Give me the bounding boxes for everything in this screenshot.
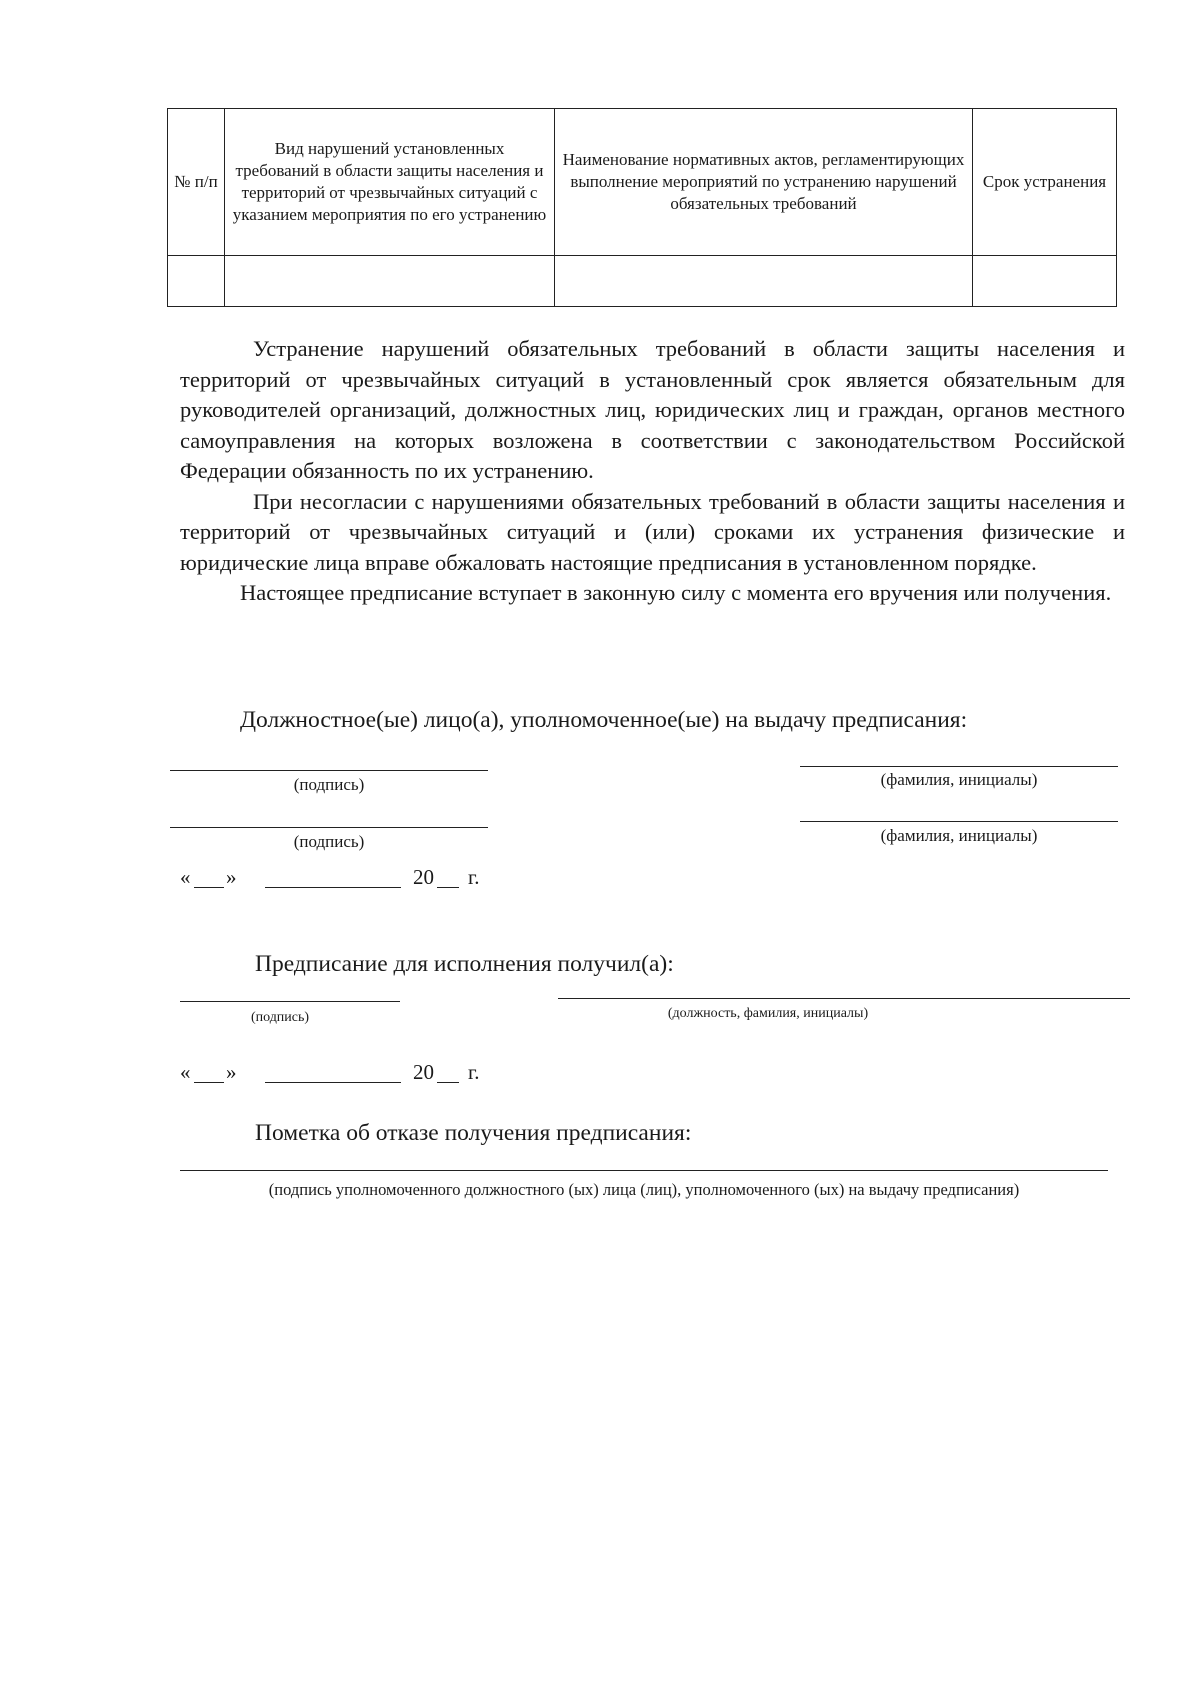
officials-heading: Должностное(ые) лицо(а), уполномоченное(ые) на выдачу предписания: <box>240 707 968 733</box>
signature-caption-2: (подпись) <box>293 832 365 851</box>
date-close-quote: » <box>226 865 237 889</box>
day-field[interactable] <box>194 865 224 888</box>
recipient-signature-caption: (подпись) <box>250 1010 310 1025</box>
date-open-quote: « <box>180 865 191 889</box>
signature-caption-1: (подпись) <box>293 775 365 794</box>
date-close-quote: » <box>226 1060 237 1084</box>
month-field[interactable] <box>265 1060 401 1083</box>
year-suffix: г. <box>468 865 480 889</box>
table-cell <box>555 256 973 307</box>
issue-date <box>180 865 500 895</box>
name-line-1[interactable] <box>800 766 1118 767</box>
table-header-row <box>168 109 1117 256</box>
table-cell <box>973 256 1117 307</box>
name-caption-1: (фамилия, инициалы) <box>880 770 1038 789</box>
year-prefix: 20 <box>413 865 434 889</box>
year-field[interactable] <box>437 1060 459 1083</box>
refusal-heading: Пометка об отказе получения предписания: <box>255 1120 692 1146</box>
year-prefix: 20 <box>413 1060 434 1084</box>
header-deadline: Срок устранения <box>973 109 1117 256</box>
name-line-2[interactable] <box>800 821 1118 822</box>
signature-line-2[interactable] <box>170 827 488 828</box>
received-heading: Предписание для исполнения получил(а): <box>255 951 674 977</box>
date-open-quote: « <box>180 1060 191 1084</box>
header-violation-type: Вид нарушений установленных требований в области защиты населения и территорий от чрезвычайных ситуаций с указанием мероприятия по его устранению <box>225 109 555 256</box>
body-text <box>180 334 1125 609</box>
table-cell <box>168 256 225 307</box>
day-field[interactable] <box>194 1060 224 1083</box>
table-cell <box>225 256 555 307</box>
header-number: № п/п <box>168 109 225 256</box>
header-normative-acts: Наименование нормативных актов, регламентирующих выполнение мероприятий по устранению нарушений обязательных требований <box>555 109 973 256</box>
paragraph-effect: Настоящее предписание вступает в законную силу с момента его вручения или получения. <box>240 580 1112 605</box>
receipt-date <box>180 1060 500 1090</box>
recipient-position-caption: (должность, фамилия, инициалы) <box>667 1006 869 1021</box>
signature-line-1[interactable] <box>170 770 488 771</box>
table-row <box>168 256 1117 307</box>
requirements-table <box>167 108 1116 307</box>
refusal-signature-line[interactable] <box>180 1170 1108 1171</box>
refusal-caption: (подпись уполномоченного должностного (ых) лица (лиц), уполномоченного (ых) на выдачу предписания) <box>268 1180 1020 1199</box>
year-suffix: г. <box>468 1060 480 1084</box>
year-field[interactable] <box>437 865 459 888</box>
name-caption-2: (фамилия, инициалы) <box>880 826 1038 845</box>
paragraph-appeal: При несогласии с нарушениями обязательных требований в области защиты населения и территорий от чрезвычайных ситуаций и (или) сроками их устранения физические и юридические лица вправе обжаловать настоящие предписания в установленном порядке. <box>180 488 1125 575</box>
recipient-position-line[interactable] <box>558 998 1130 999</box>
recipient-signature-line[interactable] <box>180 1001 400 1002</box>
month-field[interactable] <box>265 865 401 888</box>
paragraph-obligation: Устранение нарушений обязательных требований в области защиты населения и территорий от чрезвычайных ситуаций в установленный срок является обязательным для руководителей организаций, должностных лиц, юридических лиц и граждан, органов местного самоуправления на которых возложена в соответствии с законодательством Российской Федерации обязанность по их устранению. <box>180 336 1125 483</box>
